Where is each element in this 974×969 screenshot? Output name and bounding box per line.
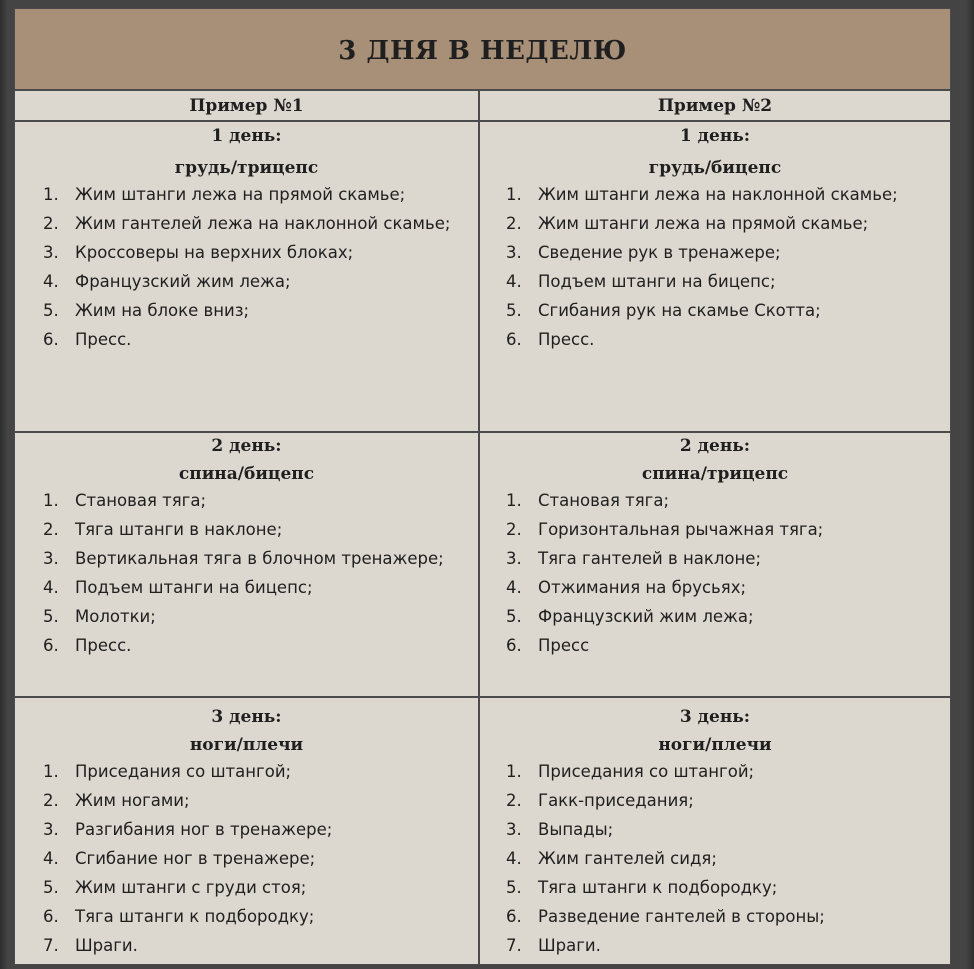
table-title: 3 ДНЯ В НЕДЕЛЮ: [338, 36, 627, 66]
list-item: 4. Французский жим лежа;: [43, 272, 291, 291]
list-item: 2. Жим ногами;: [43, 791, 190, 810]
list-item: 1. Становая тяга;: [506, 491, 670, 510]
day-muscles: ноги/плечи: [658, 735, 772, 755]
exercise-list: [480, 757, 950, 960]
row-divider: [15, 120, 950, 122]
exercise-list: [15, 486, 478, 660]
list-item: 1. Жим штанги лежа на наклонной скамье;: [506, 185, 898, 204]
table-title-bar: [15, 9, 950, 91]
day-3-example-2: [480, 705, 950, 960]
day-title: 2 день:: [211, 436, 282, 456]
list-item: 3. Разгибания ног в тренажере;: [43, 820, 333, 839]
list-item: 1. Приседания со штангой;: [43, 762, 292, 781]
day-title: 1 день:: [679, 126, 751, 146]
list-item: 1. Приседания со штангой;: [506, 762, 755, 781]
list-item: 5. Жим штанги с груди стоя;: [43, 878, 307, 897]
exercise-list: [480, 486, 950, 660]
exercise-list: [480, 180, 950, 354]
list-item: 2. Жим гантелей лежа на наклонной скамье;: [43, 214, 451, 233]
day-1-example-2: [480, 124, 950, 354]
list-item: 1. Жим штанги лежа на прямой скамье;: [43, 185, 406, 204]
list-item: 2. Гакк-приседания;: [506, 791, 694, 810]
day-2-example-2: [480, 434, 950, 660]
exercise-list: [15, 757, 478, 960]
list-item: 5. Тяга штанги к подбородку;: [506, 878, 778, 897]
exercise-list: [15, 180, 478, 354]
list-item: 4. Жим гантелей сидя;: [506, 849, 717, 868]
day-muscles: спина/трицепс: [641, 464, 789, 484]
day-title: 1 день:: [211, 126, 282, 146]
list-item: 2. Тяга штанги в наклоне;: [43, 520, 283, 539]
list-item: 3. Кроссоверы на верхних блоках;: [43, 243, 354, 262]
day-muscles: грудь/трицепс: [174, 158, 319, 178]
list-item: 7. Шраги.: [43, 936, 138, 955]
list-item: 4. Отжимания на брусьях;: [506, 578, 747, 597]
header-example-1: Пример №1: [189, 95, 304, 116]
list-item: 6. Пресс: [506, 636, 590, 655]
workout-table: [14, 8, 951, 965]
list-item: 2. Жим штанги лежа на прямой скамье;: [506, 214, 869, 233]
row-divider: [15, 431, 950, 433]
list-item: 5. Сгибания рук на скамье Скотта;: [506, 301, 821, 320]
row-divider: [15, 696, 950, 698]
list-item: 6. Пресс.: [43, 636, 132, 655]
day-muscles: ноги/плечи: [189, 735, 304, 755]
day-muscles: спина/бицепс: [178, 464, 315, 484]
day-muscles: грудь/бицепс: [648, 158, 782, 178]
list-item: 2. Горизонтальная рычажная тяга;: [506, 520, 824, 539]
list-item: 3. Выпады;: [506, 820, 614, 839]
list-item: 5. Молотки;: [43, 607, 156, 626]
list-item: 3. Вертикальная тяга в блочном тренажере;: [43, 549, 444, 568]
day-title: 3 день:: [211, 707, 282, 727]
day-title: 3 день:: [679, 707, 751, 727]
table-grid: [15, 91, 950, 964]
list-item: 5. Жим на блоке вниз;: [43, 301, 250, 320]
list-item: 1. Становая тяга;: [43, 491, 207, 510]
list-item: 5. Французский жим лежа;: [506, 607, 754, 626]
list-item: 7. Шраги.: [506, 936, 601, 955]
day-2-example-1: [15, 434, 478, 660]
list-item: 6. Тяга штанги к подбородку;: [43, 907, 315, 926]
list-item: 6. Пресс.: [43, 330, 132, 349]
list-item: 6. Разведение гантелей в стороны;: [506, 907, 825, 926]
list-item: 3. Сведение рук в тренажере;: [506, 243, 781, 262]
day-3-example-1: [15, 705, 478, 960]
list-item: 4. Подъем штанги на бицепс;: [506, 272, 776, 291]
list-item: 4. Сгибание ног в тренажере;: [43, 849, 316, 868]
header-example-2: Пример №2: [657, 95, 773, 116]
day-1-example-1: [15, 124, 478, 354]
list-item: 4. Подъем штанги на бицепс;: [43, 578, 313, 597]
day-title: 2 день:: [679, 436, 751, 456]
list-item: 3. Тяга гантелей в наклоне;: [506, 549, 761, 568]
list-item: 6. Пресс.: [506, 330, 595, 349]
